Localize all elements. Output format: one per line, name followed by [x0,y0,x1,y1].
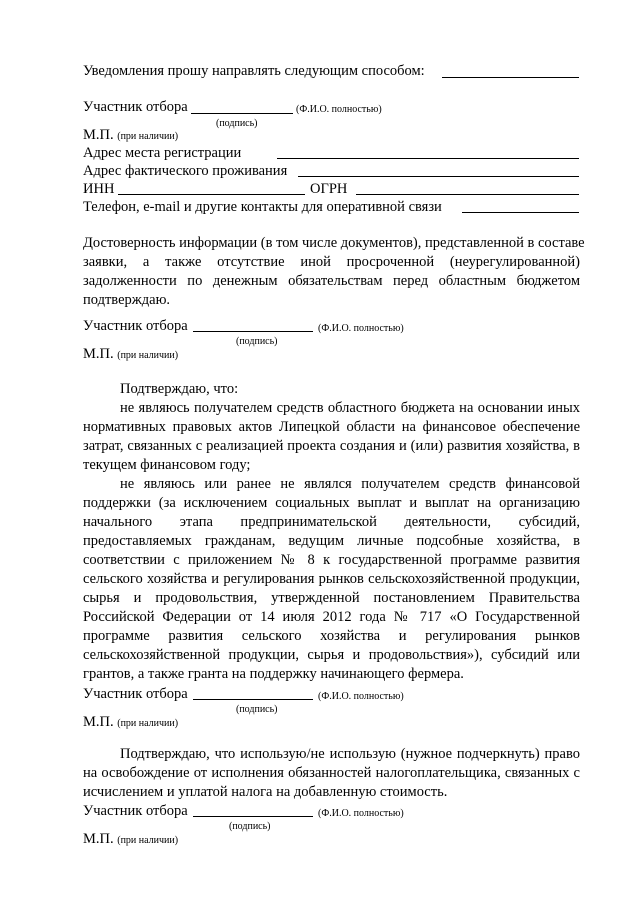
confirm-item1-line-2: нормативных правовых актов Липецкой области на финансовое обеспечение [83,419,580,435]
confirm-item1-line-1: не являюсь получателем средств областного бюджета на основании иных [120,400,580,416]
signature-field-4[interactable] [193,816,313,817]
participant-label-1: Участник отбора [83,99,188,115]
actual-address-label: Адрес фактического проживания [83,163,288,179]
notify-label: Уведомления прошу направлять следующим способом: [83,63,425,79]
confirm-item2-line-6: сельского хозяйства и регулирования рынков сельскохозяйственной продукции, [83,571,580,587]
stamp-label-4: М.П. (при наличии) [83,831,179,847]
reliability-line-4: подтверждаю. [83,292,171,308]
fio-hint-1: (Ф.И.О. полностью) [296,104,382,115]
participant-label-4: Участник отбора [83,803,188,819]
confirm-item2-line-8: Российской Федерации от 14 июля 2012 года № 717 «О Государственной [83,609,580,625]
confirm-item2-line-11: грантов, а также гранта на поддержку начинающего фермера. [83,666,464,682]
vat-line-2: на освобождение от исполнения обязанностей налогоплательщика, связанных с [83,765,580,781]
confirm-item1-line-4: текущем финансовом году; [83,457,251,473]
contacts-label: Телефон, e-mail и другие контакты для оперативной связи [83,199,442,215]
vat-line-1: Подтверждаю, что использую/не использую (нужное подчеркнуть) право [120,746,580,762]
sign-hint-1: (подпись) [216,118,258,129]
stamp-label-1: М.П. (при наличии) [83,127,179,143]
confirm-item2-line-7: сырья и продовольствия, утвержденной постановлением Правительства [83,590,580,606]
confirm-item2-line-1: не являюсь или ранее не являлся получателем средств финансовой [120,476,580,492]
signature-field-3[interactable] [193,699,313,700]
confirm-item2-line-2: поддержки (за исключением социальных выплат и выплат на организацию [83,495,580,511]
confirm-item2-line-4: предоставляемых гражданам, ведущим личные подсобные хозяйства, в [83,533,580,549]
fio-hint-4: (Ф.И.О. полностью) [318,808,404,819]
reg-address-field[interactable] [277,158,579,159]
sign-hint-3: (подпись) [236,704,278,715]
stamp-label-3: М.П. (при наличии) [83,714,179,730]
participant-label-3: Участник отбора [83,686,188,702]
stamp-label-2: М.П. (при наличии) [83,346,179,362]
ogrn-label: ОГРН [310,181,348,197]
confirm-item2-line-9: программе развития сельского хозяйства и регулирования рынков [83,628,580,644]
signature-field-2[interactable] [193,331,313,332]
confirm-heading: Подтверждаю, что: [120,381,239,397]
ogrn-field[interactable] [356,194,579,195]
contacts-field[interactable] [462,212,579,213]
inn-field[interactable] [118,194,305,195]
participant-label-2: Участник отбора [83,318,188,334]
fio-hint-2: (Ф.И.О. полностью) [318,323,404,334]
signature-field-1[interactable] [191,113,293,114]
sign-hint-2: (подпись) [236,336,278,347]
vat-line-3: исчислением и уплатой налога на добавленную стоимость. [83,784,448,800]
reliability-line-3: задолженности по денежным обязательствам перед областным бюджетом [83,273,580,289]
confirm-item2-line-3: начального этапа предпринимательской деятельности, субсидий, [83,514,580,530]
reg-address-label: Адрес места регистрации [83,145,242,161]
confirm-item2-line-5: соответствии с приложением № 8 к государственной программе развития [83,552,580,568]
actual-address-field[interactable] [298,176,579,177]
reliability-line-1: Достоверность информации (в том числе документов), представленной в составе [83,235,585,251]
confirm-item2-line-10: сельскохозяйственной продукции, сырья и продовольствия»), субсидий или [83,647,580,663]
confirm-item1-line-3: затрат, связанных с реализацией проекта создания и (или) развития хозяйства, в [83,438,580,454]
fio-hint-3: (Ф.И.О. полностью) [318,691,404,702]
inn-label: ИНН [83,181,115,197]
notify-method-field[interactable] [442,77,579,78]
reliability-line-2: заявки, а также отсутствие иной просроченной (неурегулированной) [83,254,580,270]
sign-hint-4: (подпись) [229,821,271,832]
